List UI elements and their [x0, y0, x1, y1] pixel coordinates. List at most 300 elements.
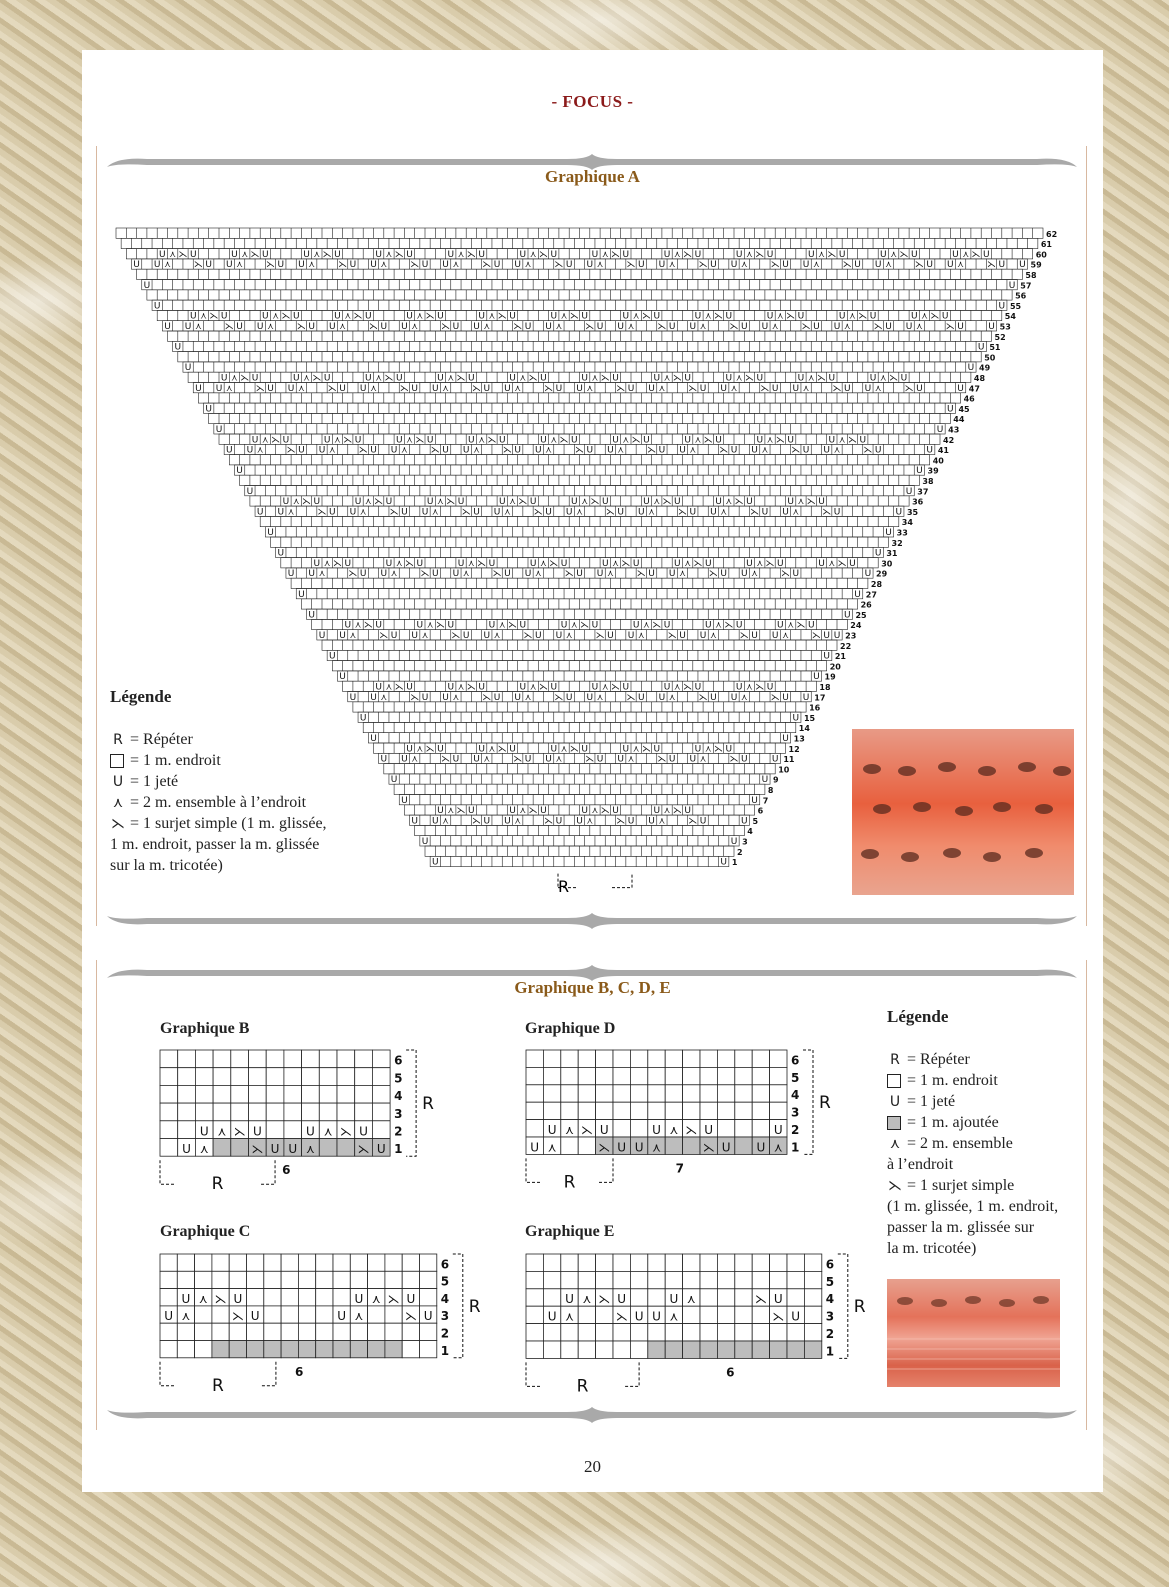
k2tog-symbol: ⋏: [596, 692, 604, 703]
chart-a-row-number: 40: [932, 456, 944, 466]
knit-cell: [735, 1120, 752, 1137]
yarn-over-symbol: U: [941, 311, 949, 322]
chart-a-row-number: 12: [788, 744, 800, 754]
yarn-over-symbol: U: [612, 373, 619, 384]
k2tog-symbol: ⋏: [514, 816, 521, 827]
knit-cell: [630, 1254, 647, 1271]
yarn-over-symbol: U: [663, 249, 671, 260]
yarn-over-symbol: U: [370, 734, 377, 744]
row-repeat-label: R: [422, 1094, 434, 1115]
yarn-over-symbol: U: [380, 569, 388, 580]
knit-cell: [752, 1067, 769, 1084]
k2tog-symbol: ⋏: [447, 373, 455, 384]
knit-cell: [372, 1085, 390, 1103]
chart-a-row-number: 29: [876, 569, 888, 579]
k2tog-symbol: ⋏: [401, 445, 408, 456]
added-stitch-cell: [319, 1139, 337, 1157]
k2tog-symbol: ⋏: [643, 620, 650, 631]
yarn-over-symbol: U: [540, 435, 547, 446]
yarn-over-symbol: U: [988, 322, 995, 332]
k2tog-symbol: ⋏: [560, 311, 568, 322]
ssk-symbol: ⋋: [492, 569, 502, 580]
knit-cell: [561, 1324, 578, 1341]
knit-cell: [613, 1254, 630, 1271]
knit-cell: [266, 1121, 284, 1139]
k2tog-symbol: ⋏: [349, 631, 357, 641]
yarn-over-symbol: U: [704, 558, 712, 569]
yarn-over-symbol: U: [674, 558, 681, 569]
row-number: 5: [825, 1274, 835, 1289]
ssk-symbol: ⋋: [569, 744, 579, 755]
ssk-symbol: ⋋: [214, 1291, 227, 1306]
ssk-symbol: ⋋: [734, 497, 744, 508]
knit-cell: [717, 1050, 734, 1067]
knit-cell: [266, 1085, 284, 1103]
knit-cell: [368, 1271, 385, 1288]
knit-cell: [578, 1085, 595, 1102]
yarn-over-symbol: U: [354, 497, 362, 508]
yarn-over-symbol: U: [473, 322, 480, 332]
knit-cell: [665, 1271, 682, 1288]
k2tog-symbol: ⋏: [318, 569, 326, 580]
bottom-banner-a: [107, 912, 1077, 930]
yarn-over-symbol: U: [292, 311, 300, 322]
knit-cell: [195, 1271, 212, 1288]
ssk-symbol: ⋋: [698, 692, 708, 703]
chart-a-row-number: 22: [840, 641, 852, 651]
chart-a-row: [234, 465, 924, 475]
yarn-over-symbol: U: [679, 631, 686, 641]
chart-a-row-number: 13: [793, 734, 805, 744]
k2tog-symbol: ⋏: [652, 1140, 661, 1155]
chart-a-row-number: 9: [773, 775, 779, 785]
ssk-symbol: ⋋: [466, 249, 476, 260]
yarn-over-symbol: U: [730, 692, 738, 703]
yarn-over-symbol: U: [885, 322, 892, 332]
knit-cell: [700, 1306, 717, 1323]
knit-cell: [752, 1050, 769, 1067]
k2tog-symbol: ⋏: [622, 435, 630, 446]
knit-cell: [298, 1254, 315, 1271]
k2tog-symbol: ⋏: [607, 569, 614, 580]
knit-cell: [770, 1050, 787, 1067]
chart-a-row-number: 43: [948, 425, 960, 435]
row-number: 5: [791, 1070, 800, 1085]
yarn-over-symbol: U: [910, 311, 918, 322]
k2tog-symbol: ⋏: [751, 569, 758, 580]
chart-d-title: Graphique D: [525, 1020, 616, 1037]
ssk-symbol: ⋋: [842, 260, 852, 271]
ssk-symbol: ⋋: [497, 744, 507, 755]
yarn-over-symbol: U: [205, 404, 212, 415]
added-stitch-cell: [316, 1341, 333, 1358]
yarn-over-symbol: U: [370, 445, 377, 456]
knit-cell: [355, 1050, 373, 1068]
knit-cell: [247, 1323, 264, 1340]
chart-a-row-number: 26: [860, 600, 872, 610]
k2tog-symbol: ⋏: [524, 692, 532, 703]
stitch-repeat-label: R: [576, 1376, 589, 1397]
yarn-over-symbol: U: [668, 322, 676, 332]
knit-cell: [333, 1254, 350, 1271]
right-rule: [1086, 146, 1087, 926]
yarn-over-symbol: U: [270, 1142, 280, 1157]
yarn-over-symbol: U: [699, 816, 707, 827]
yarn-over-symbol: U: [571, 435, 578, 446]
k2tog-symbol: ⋏: [571, 620, 578, 631]
ssk-symbol: ⋋: [678, 507, 687, 518]
yarn-over-symbol: U: [854, 260, 861, 271]
chart-a-row-number: 59: [1030, 260, 1042, 270]
yarn-over-symbol: U: [498, 435, 506, 446]
ssk-symbol: ⋋: [775, 435, 785, 446]
knit-cell: [402, 1341, 419, 1358]
yarn-over-symbol: U: [741, 322, 748, 332]
knit-cell: [302, 1103, 320, 1121]
knit-cell: [368, 1306, 385, 1323]
knit-cell: [787, 1254, 804, 1271]
ssk-symbol: ⋋: [724, 620, 734, 631]
yarn-over-symbol: U: [287, 383, 295, 394]
ssk-symbol: ⋋: [806, 497, 816, 508]
chart-a-row-number: 53: [999, 322, 1011, 332]
chart-a-row-number: 17: [814, 693, 826, 703]
yarn-over-symbol: U: [478, 311, 485, 322]
yarn-over-symbol: U: [452, 569, 460, 580]
k2tog-symbol: ⋏: [627, 754, 635, 765]
k2tog-symbol: ⋏: [813, 260, 820, 271]
yarn-over-symbol: U: [699, 383, 707, 394]
chart-a-row-number: 62: [1046, 229, 1058, 239]
ssk-symbol: ⋋: [405, 558, 415, 569]
knit-cell: [231, 1050, 249, 1068]
knit-cell: [420, 1289, 437, 1306]
yarn-over-symbol: U: [406, 249, 413, 260]
knit-cell: [613, 1271, 630, 1288]
k2tog-symbol: ⋏: [473, 445, 480, 456]
chart-a-row: [183, 362, 976, 372]
k2tog-symbol: ⋏: [323, 1124, 333, 1139]
yarn-over-symbol: U: [638, 507, 645, 518]
knit-cell: [787, 1289, 804, 1306]
ssk-symbol: ⋋: [598, 1140, 611, 1155]
yarn-over-symbol: U: [262, 249, 269, 260]
knit-cell: [316, 1306, 333, 1323]
k2tog-symbol: ⋏: [231, 373, 238, 384]
knit-cell: [735, 1271, 752, 1288]
k2tog-symbol: ⋏: [375, 373, 382, 384]
knit-cell: [526, 1254, 543, 1271]
ssk-symbol: ⋋: [251, 1142, 264, 1157]
k2tog-symbol: ⋏: [766, 435, 774, 446]
knit-cell: [402, 1323, 419, 1340]
yarn-over-symbol: U: [349, 692, 357, 703]
yarn-over-symbol: U: [771, 754, 779, 765]
chart-a-row-number: 30: [881, 559, 893, 569]
k2tog-symbol: ⋏: [612, 558, 619, 569]
yarn-over-symbol: U: [236, 466, 243, 477]
ssk-symbol: ⋋: [451, 631, 461, 641]
chart-a-row-number: 5: [752, 816, 759, 826]
chart-a-row: [430, 856, 729, 866]
knit-cell: [561, 1341, 578, 1358]
knit-box-symbol: [887, 1074, 901, 1088]
ssk-symbol: ⋋: [240, 373, 250, 384]
yarn-over-symbol: U: [220, 311, 228, 322]
knit-cell: [613, 1085, 630, 1102]
ssk-symbol: ⋋: [425, 744, 435, 755]
ssk-symbol: ⋋: [817, 373, 827, 384]
yarn-over-symbol: U: [545, 754, 552, 765]
knit-cell: [160, 1050, 178, 1068]
knit-cell: [420, 1341, 437, 1358]
k2tog-symbol: ⋏: [452, 692, 460, 703]
knit-cell: [249, 1068, 267, 1086]
knit-cell: [372, 1103, 390, 1121]
knit-cell: [613, 1120, 630, 1137]
yarn-over-symbol: U: [432, 383, 439, 394]
k2tog-symbol: ⋏: [591, 806, 599, 817]
knit-cell: [804, 1324, 821, 1341]
ssk-symbol: ⋋: [688, 383, 698, 394]
k2tog-symbol: ⋏: [447, 806, 455, 817]
yarn-over-symbol: U: [411, 631, 418, 641]
ssk-symbol: ⋋: [394, 249, 404, 260]
ssk-symbol: ⋋: [363, 620, 373, 631]
knit-cell: [526, 1102, 543, 1119]
yarn-over-symbol: U: [432, 857, 439, 868]
chart-a-row-number: 49: [979, 363, 991, 373]
knit-cell: [372, 1050, 390, 1068]
yarn-over-symbol: U: [658, 692, 666, 703]
k2tog-symbol: ⋏: [262, 435, 269, 446]
yarn-over-symbol: U: [236, 322, 243, 332]
yarn-over-symbol: U: [478, 682, 485, 693]
knit-cell: [787, 1271, 804, 1288]
knit-cell: [385, 1254, 402, 1271]
ssk-symbol: ⋋: [611, 682, 621, 693]
yarn-over-symbol: U: [807, 249, 815, 260]
ssk-symbol: ⋋: [739, 631, 749, 641]
added-stitch-cell: [787, 1341, 804, 1358]
knit-cell: [372, 1068, 390, 1086]
ssk-symbol: ⋋: [904, 383, 914, 394]
row-number: 4: [791, 1088, 800, 1103]
k2tog-symbol: ⋏: [668, 260, 676, 271]
page-number: 20: [584, 1457, 601, 1476]
yarn-over-symbol: U: [395, 373, 403, 384]
added-stitch-cell: [717, 1341, 734, 1358]
yarn-over-symbol: U: [565, 260, 573, 271]
chart-a-row-number: 16: [809, 703, 821, 713]
knit-cell: [247, 1254, 264, 1271]
k2tog-symbol: ⋏: [668, 692, 676, 703]
ssk-symbol: ⋋: [446, 497, 456, 508]
k2tog-symbol: ⋏: [334, 435, 341, 446]
ssk-symbol: ⋋: [600, 373, 610, 384]
yarn-over-symbol: U: [632, 620, 640, 631]
yarn-over-symbol: U: [303, 249, 310, 260]
k2tog-symbol: ⋏: [256, 445, 264, 456]
yarn-over-symbol: U: [766, 249, 774, 260]
k2tog-symbol: ⋏: [689, 445, 697, 456]
knit-cell: [596, 1271, 613, 1288]
legend-continuation: (1 m. glissée, 1 m. endroit,: [887, 1198, 1059, 1215]
yarn-over-symbol: U: [277, 548, 285, 559]
section-a-title: Graphique A: [545, 167, 640, 186]
yarn-over-symbol: U: [581, 744, 588, 755]
ssk-symbol: ⋋: [389, 507, 399, 518]
ssk-symbol: ⋋: [569, 311, 579, 322]
k2tog-symbol: ⋏: [198, 1291, 208, 1306]
ssk-symbol: ⋋: [888, 1177, 902, 1194]
ssk-symbol: ⋋: [528, 373, 538, 384]
ssk-symbol: ⋋: [317, 507, 327, 518]
knit-cell: [543, 1085, 560, 1102]
yarn-over-symbol: U: [694, 744, 702, 755]
k2tog-symbol: ⋏: [704, 311, 712, 322]
yarn-over-symbol: U: [823, 631, 830, 641]
knit-cell: [247, 1271, 264, 1288]
knit-cell: [543, 1102, 560, 1119]
k2tog-symbol: ⋏: [452, 260, 460, 271]
k2tog-symbol: ⋏: [483, 322, 491, 332]
k2tog-symbol: ⋏: [236, 260, 243, 271]
k2tog-symbol: ⋏: [371, 1291, 381, 1306]
yarn-over-symbol: U: [153, 301, 161, 312]
legend-text: = 1 m. endroit: [130, 752, 221, 769]
ssk-symbol: ⋋: [286, 445, 296, 456]
k2tog-symbol: ⋏: [921, 311, 928, 322]
ssk-symbol: ⋋: [425, 311, 435, 322]
yarn-over-symbol: U: [184, 363, 192, 374]
row-number: 4: [825, 1292, 835, 1307]
yarn-over-symbol: U: [777, 620, 784, 631]
ssk-symbol: ⋋: [332, 558, 342, 569]
k2tog-symbol: ⋏: [529, 682, 537, 693]
chart-a-row-number: 7: [762, 796, 769, 806]
yarn-over-symbol: U: [233, 1291, 243, 1306]
ssk-symbol: ⋋: [271, 435, 281, 446]
knit-cell: [281, 1289, 298, 1306]
k2tog-symbol: ⋏: [385, 682, 393, 693]
k2tog-symbol: ⋏: [874, 383, 882, 394]
yarn-over-symbol: U: [617, 1292, 627, 1307]
ssk-symbol: ⋋: [811, 631, 821, 641]
yarn-over-symbol: U: [442, 260, 449, 271]
knit-cell: [355, 1068, 373, 1086]
ssk-symbol: ⋋: [616, 383, 626, 394]
ssk-symbol: ⋋: [224, 322, 234, 332]
knit-cell: [195, 1085, 213, 1103]
yarn-over-symbol: U: [787, 435, 794, 446]
added-stitch-cell: [804, 1341, 821, 1358]
yarn-over-symbol: U: [591, 249, 599, 260]
legend-continuation: la m. tricotée): [887, 1240, 977, 1257]
yarn-over-symbol: U: [288, 1142, 298, 1157]
knit-cell: [735, 1289, 752, 1306]
knit-cell: [350, 1271, 367, 1288]
k2tog-symbol: ⋏: [844, 322, 851, 332]
legend-text: = 1 surjet simple: [907, 1177, 1015, 1194]
added-stitch-cell: [213, 1139, 231, 1157]
yarn-over-symbol: U: [710, 692, 717, 703]
yarn-over-symbol: U: [256, 507, 264, 518]
ssk-symbol: ⋋: [930, 311, 940, 322]
chart-a-row: [379, 753, 781, 763]
yarn-over-symbol: U: [947, 404, 954, 415]
knit-cell: [333, 1323, 350, 1340]
yarn-over-symbol: U: [514, 692, 521, 703]
yarn-over-symbol: U: [514, 445, 521, 456]
ssk-symbol: ⋋: [719, 445, 729, 456]
knit-cell: [578, 1067, 595, 1084]
yarn-over-symbol: U: [905, 322, 913, 332]
yarn-over-symbol: U: [612, 435, 619, 446]
yarn-over-symbol: U: [756, 373, 764, 384]
chart-a-row-number: 61: [1040, 240, 1052, 250]
ssk-symbol: ⋋: [580, 620, 590, 631]
chart-a-row: [162, 321, 996, 331]
knit-cell: [333, 1289, 350, 1306]
k2tog-symbol: ⋏: [838, 435, 846, 446]
knit-cell: [543, 1289, 560, 1306]
chart-a-row-number: 11: [783, 755, 795, 765]
yarn-over-symbol: U: [813, 322, 820, 332]
knit-cell: [700, 1102, 717, 1119]
yarn-over-symbol: U: [519, 620, 527, 631]
yarn-over-symbol: U: [638, 692, 645, 703]
yarn-over-symbol: U: [365, 311, 372, 322]
added-stitch-cell: [665, 1137, 682, 1154]
yarn-over-symbol: U: [634, 1140, 644, 1155]
ssk-symbol: ⋋: [714, 311, 724, 322]
yarn-over-symbol: U: [339, 383, 346, 394]
yarn-over-symbol: U: [797, 373, 805, 384]
ssk-symbol: ⋋: [585, 754, 595, 765]
knit-cell: [249, 1103, 267, 1121]
knit-cell: [302, 1085, 320, 1103]
knit-cell: [355, 1103, 373, 1121]
added-stitch-cell: [231, 1139, 249, 1157]
k2tog-symbol: ⋏: [462, 569, 470, 580]
ssk-symbol: ⋋: [343, 435, 353, 446]
knit-cell: [561, 1102, 578, 1119]
ssk-symbol: ⋋: [615, 1309, 628, 1324]
yarn-over-symbol: U: [607, 631, 614, 641]
k2tog-symbol: ⋏: [370, 383, 377, 394]
yarn-over-symbol: U: [344, 558, 352, 569]
yarn-over-symbol: U: [586, 260, 594, 271]
yarn-over-symbol: U: [652, 1309, 661, 1324]
yarn-over-symbol: U: [524, 754, 532, 765]
knit-cell: [613, 1050, 630, 1067]
yarn-over-symbol: U: [720, 569, 727, 580]
chart-a-row-number: 42: [943, 435, 955, 445]
ssk-symbol: ⋋: [683, 249, 693, 260]
k2tog-symbol: ⋏: [962, 249, 970, 260]
row-number: 3: [791, 1105, 800, 1120]
chart-a-row-number: 19: [824, 672, 836, 682]
ssk-symbol: ⋋: [384, 373, 394, 384]
added-stitch-cell: [752, 1341, 769, 1358]
yarn-over-symbol: U: [844, 383, 851, 394]
row-number: 5: [440, 1274, 450, 1289]
yarn-over-symbol: U: [385, 497, 393, 508]
ssk-symbol: ⋋: [657, 754, 667, 765]
knit-cell: [543, 1341, 560, 1358]
yarn-over-symbol: U: [773, 1292, 783, 1307]
